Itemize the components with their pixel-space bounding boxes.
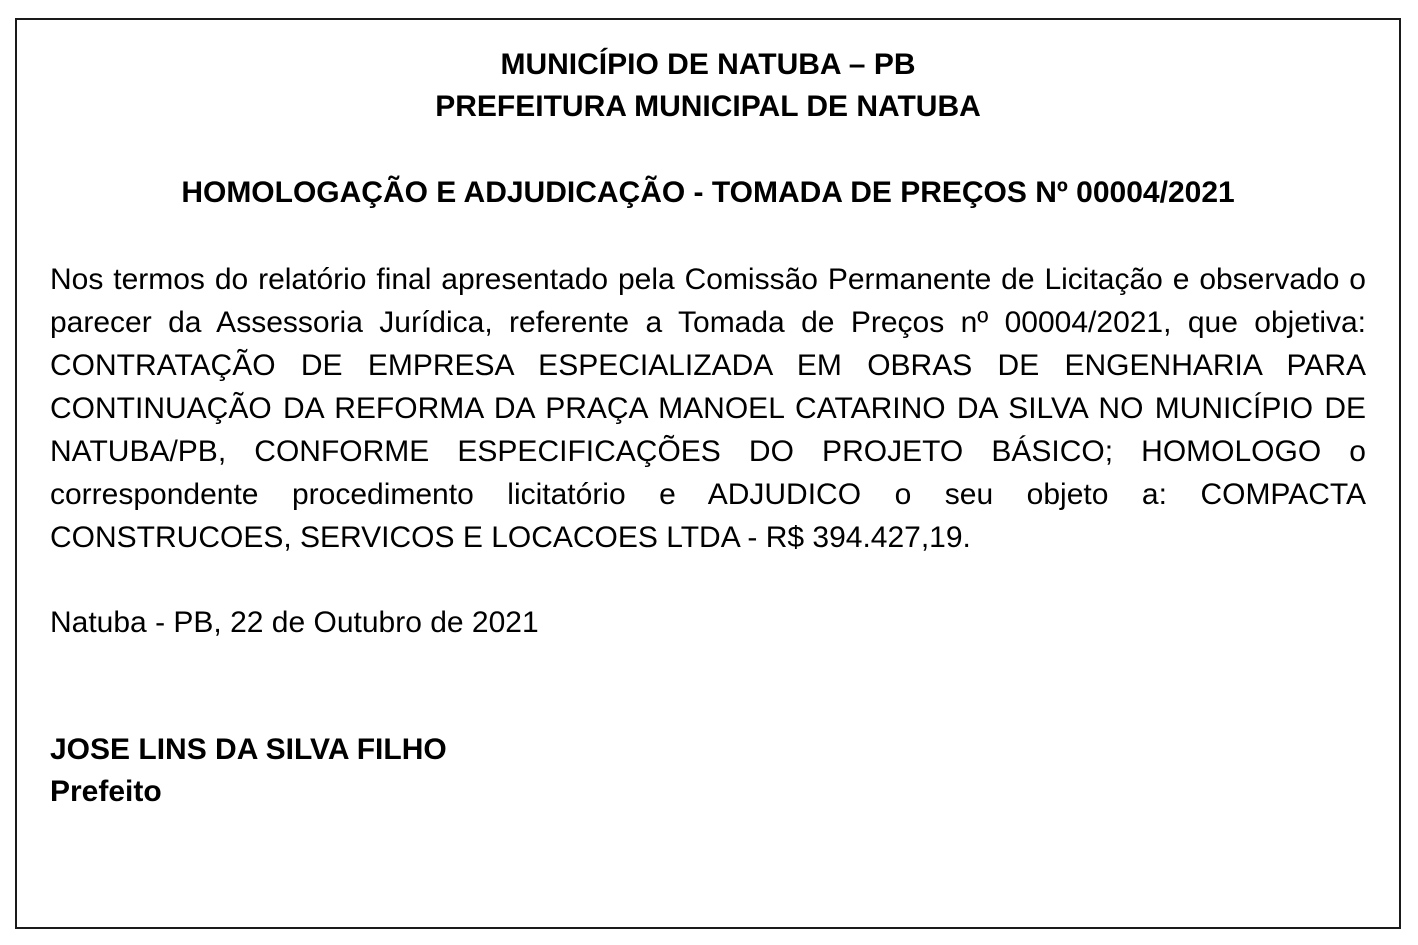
signature-block: [50, 729, 1366, 813]
municipality-title: MUNICÍPIO DE NATUBA – PB: [500, 48, 916, 81]
notice-content: [50, 44, 1366, 813]
signer-title: Prefeito: [50, 775, 162, 808]
date-line: Natuba - PB, 22 de Outubro de 2021: [50, 606, 539, 639]
signer-name: JOSE LINS DA SILVA FILHO: [50, 733, 447, 766]
notice-body: Nos termos do relatório final apresentado pela Comissão Permanente de Licitação e observado o parecer da Assessoria Jurídica, referente a Tomada de Preços nº 00004/2021, que objetiva: CONTRATAÇÃO DE EMPRESA ESPECIALIZADA EM OBRAS DE ENGENHARIA PARA CONTINUAÇÃO DA REFORMA DA PRAÇA MANOEL CATARINO DA SILVA NO MUNICÍPIO DE NATUBA/PB, CONFORME ESPECIFICAÇÕES DO PROJETO BÁSICO; HOMOLOGO o correspondente procedimento licitatório e ADJUDICO o seu objeto a: COMPACTA CONSTRUCOES, SERVICOS E LOCACOES LTDA - R$ 394.427,19.: [50, 263, 1366, 554]
notice-subject: HOMOLOGAÇÃO E ADJUDICAÇÃO - TOMADA DE PREÇOS Nº 00004/2021: [181, 176, 1235, 209]
city-hall-title: PREFEITURA MUNICIPAL DE NATUBA: [435, 90, 981, 123]
notice-header: [50, 44, 1366, 128]
